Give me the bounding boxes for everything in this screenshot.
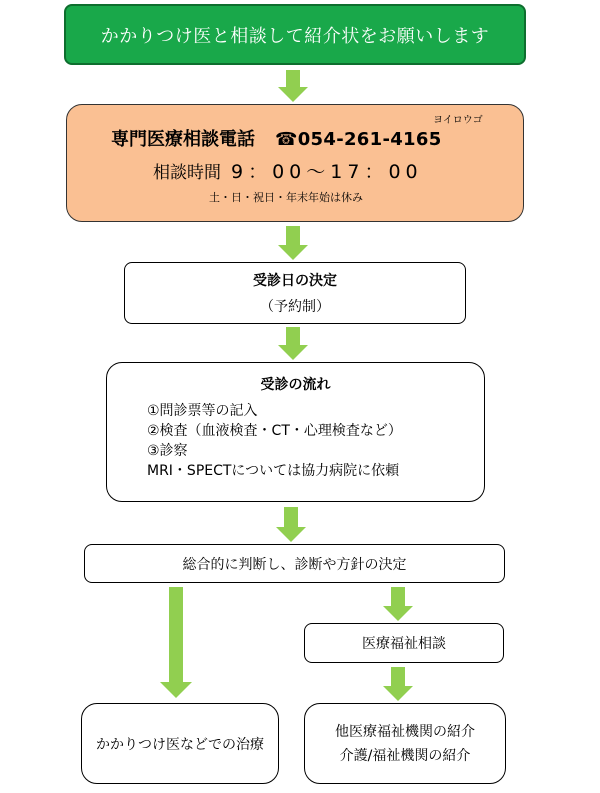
flow-note: MRI・SPECTについては協力病院に依頼 [147, 463, 400, 479]
flow-step-1: ①問診票等の記入 [147, 403, 258, 419]
phone-number-value: 054-261-4165 [297, 129, 442, 150]
phone-line [111, 125, 442, 151]
appointment-title: 受診日の決定 [253, 273, 337, 289]
flow-steps [147, 401, 402, 481]
appointment-decision-box [124, 262, 466, 324]
flow-step-3: ③診察 [147, 443, 188, 459]
treatment-box [81, 703, 279, 784]
arrow-down-to-welfare [383, 587, 413, 621]
appointment-note: （予約制） [260, 299, 330, 315]
referral-medical-welfare: 他医療福祉機関の紹介 [335, 723, 475, 740]
flow-step-2: ②検査（血液検査・CT・心理検査など） [147, 423, 402, 439]
consultation-flow-box [106, 362, 485, 502]
arrow-down-to-treatment [160, 587, 192, 701]
diagnosis-decision-text: 総合的に判断し、診断や方針の決定 [182, 556, 407, 573]
welfare-consultation-text: 医療福祉相談 [362, 636, 446, 652]
referral-box [304, 703, 506, 784]
phone-number [275, 129, 442, 150]
arrow-down-4 [276, 507, 306, 542]
arrow-down-1 [278, 70, 308, 102]
hours-value: 9：00〜17：00 [231, 161, 423, 183]
treatment-text: かかりつけ医などでの治療 [96, 736, 264, 753]
phone-number-reading: ヨイロウゴ [433, 115, 483, 126]
referral-lines [335, 720, 475, 768]
phone-icon: ☎ [275, 129, 298, 150]
arrow-down-3 [278, 327, 308, 360]
referral-care-welfare: 介護/福祉機関の紹介 [339, 747, 471, 764]
consultation-hours [153, 157, 423, 184]
phone-consultation-label: 専門医療相談電話 [111, 129, 255, 150]
hours-label: 相談時間 [153, 163, 221, 183]
welfare-consultation-box [304, 623, 504, 663]
flow-title: 受診の流れ [260, 377, 331, 393]
closed-days: 土・日・祝日・年末年始は休み [209, 191, 363, 204]
phone-consultation-box [66, 104, 524, 222]
referral-request-text: かかりつけ医と相談して紹介状をお願いします [100, 25, 490, 47]
referral-request-box [64, 4, 526, 65]
diagnosis-decision-box [84, 544, 505, 583]
arrow-down-2 [278, 226, 308, 260]
arrow-down-to-referral [383, 667, 413, 701]
